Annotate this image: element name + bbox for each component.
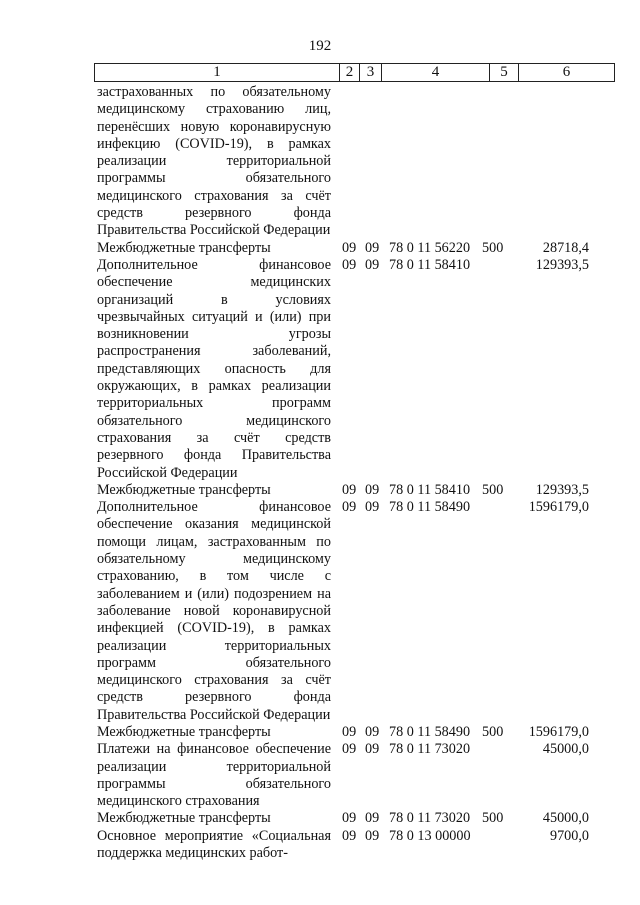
row-target-article: 78 0 11 58410 [389, 481, 471, 498]
row-description: Дополнительное финансовое обеспечение оказания медицинской помощи лицам, застрахованным по обязательному медицинскому страхованию, в том числе с заболеванием и (или) подозрением на заболевание новой коронавирусной инфекцией (COVID-19), в рамках реализации территориальных программ обязательного медицинского страхования за счёт средств резервного фонда Правительства Российской Федерации [97, 499, 331, 723]
table-row [97, 724, 617, 741]
row-target-article: 78 0 11 58490 [389, 723, 471, 740]
header-col-3: 3 [360, 64, 382, 81]
row-description: Межбюджетные трансферты [97, 239, 271, 256]
row-description: Платежи на финансовое обеспечение реализации территориальной программы обязательного медицинского страхования [97, 741, 331, 810]
row-amount: 1596179,0 [528, 499, 589, 516]
table-row [97, 810, 617, 827]
row-expense-type: 500 [482, 239, 504, 256]
row-amount: 45000,0 [542, 810, 589, 827]
row-description: Дополнительное финансовое обеспечение медицинских организаций в условиях чрезвычайных ситуаций и (или) при возникновении угрозы распространения заболеваний, представляющих опасность для окружающих, в рамках реализации территориальных программ обязательного медицинского страхования за счёт средств резервного фонда Правительства Российской Федерации [97, 256, 331, 481]
row-target-article: 78 0 11 58410 [389, 256, 471, 273]
table-row [97, 84, 617, 240]
header-col-2: 2 [340, 64, 360, 81]
row-section: 09 [342, 499, 357, 516]
row-section: 09 [342, 810, 357, 827]
table-row [97, 257, 617, 482]
row-amount: 129393,5 [535, 481, 589, 498]
header-col-4: 4 [382, 64, 490, 81]
table-row [97, 482, 617, 499]
row-expense-type: 500 [482, 481, 504, 498]
row-subsection: 09 [365, 741, 380, 758]
row-subsection: 09 [365, 256, 380, 273]
table-row [97, 499, 617, 724]
row-section: 09 [342, 239, 357, 256]
row-section: 09 [342, 827, 357, 844]
row-section: 09 [342, 723, 357, 740]
row-description: Межбюджетные трансферты [97, 723, 271, 740]
row-target-article: 78 0 11 58490 [389, 499, 471, 516]
row-amount: 45000,0 [542, 741, 589, 758]
row-subsection: 09 [365, 810, 380, 827]
table-header [94, 63, 615, 82]
table-row [97, 828, 617, 863]
row-description: Межбюджетные трансферты [97, 481, 271, 498]
row-target-article: 78 0 13 00000 [389, 827, 471, 844]
table-row [97, 240, 617, 257]
table-row [97, 741, 617, 810]
table-body [97, 84, 617, 862]
row-section: 09 [342, 741, 357, 758]
row-subsection: 09 [365, 723, 380, 740]
row-target-article: 78 0 11 56220 [389, 239, 471, 256]
row-section: 09 [342, 256, 357, 273]
row-subsection: 09 [365, 827, 380, 844]
row-amount: 129393,5 [535, 256, 589, 273]
row-amount: 1596179,0 [528, 723, 589, 740]
row-subsection: 09 [365, 481, 380, 498]
row-amount: 28718,4 [542, 239, 589, 256]
row-subsection: 09 [365, 239, 380, 256]
row-expense-type: 500 [482, 723, 504, 740]
row-expense-type: 500 [482, 810, 504, 827]
row-target-article: 78 0 11 73020 [389, 741, 471, 758]
row-description: застрахованных по обязательному медицинскому страхованию лиц, перенёсших новую коронавирусную инфекцию (COVID-19), в рамках реализации территориальной программы обязательного медицинского страхования за счёт средств резервного фонда Правительства Российской Федерации [97, 84, 331, 239]
header-col-1: 1 [95, 64, 340, 81]
row-target-article: 78 0 11 73020 [389, 810, 471, 827]
header-col-6: 6 [562, 64, 571, 80]
page-number: 192 [308, 38, 332, 54]
row-description: Межбюджетные трансферты [97, 810, 271, 827]
header-col-5: 5 [490, 64, 519, 81]
row-amount: 9700,0 [549, 827, 589, 844]
row-description: Основное мероприятие «Социальная поддержка медицинских работ- [97, 827, 331, 862]
row-subsection: 09 [365, 499, 380, 516]
row-section: 09 [342, 481, 357, 498]
